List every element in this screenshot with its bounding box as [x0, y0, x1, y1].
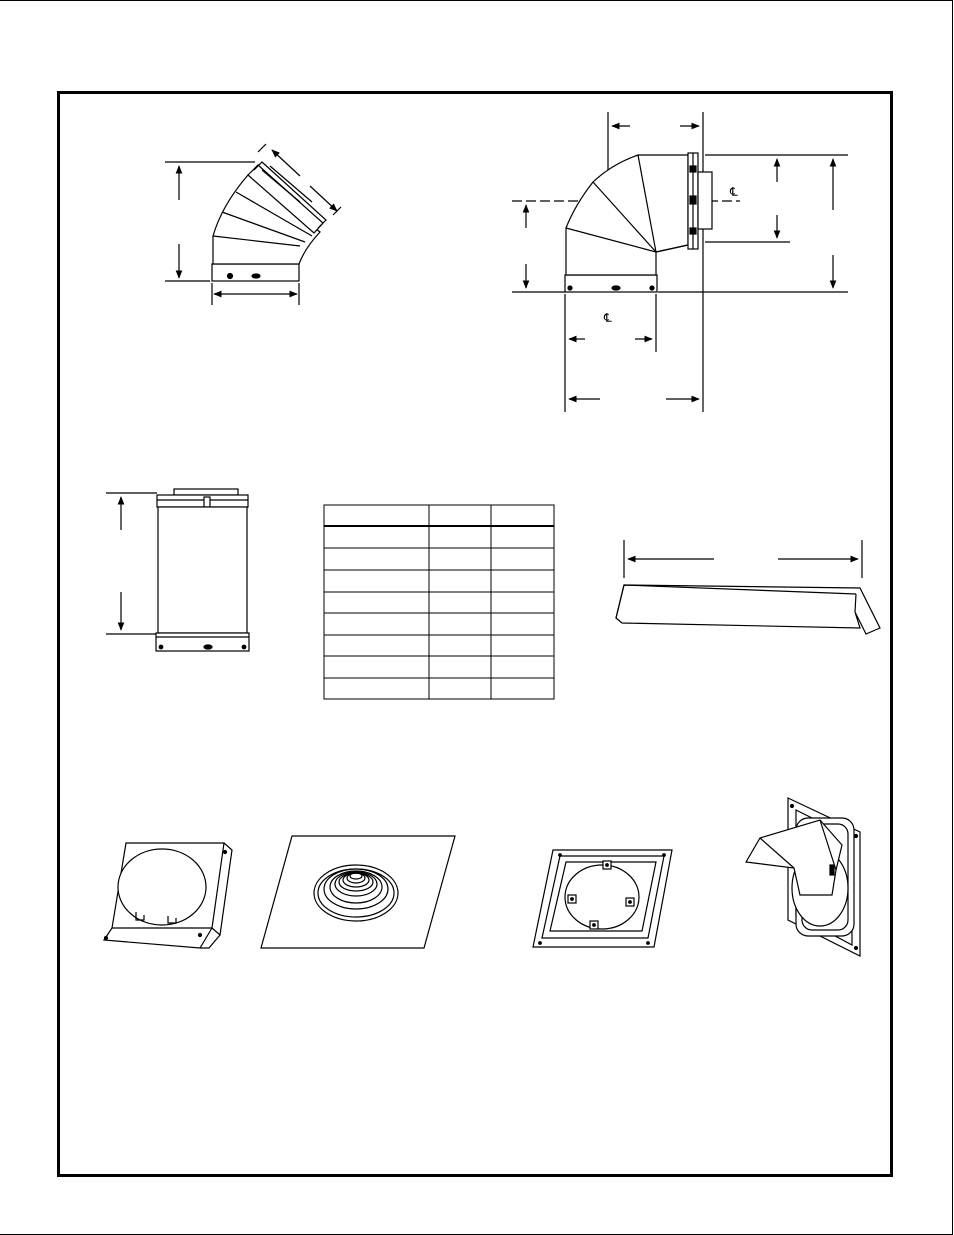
centerline-mark-right: ℄: [730, 185, 738, 199]
centerline-mark-bottom: ℄: [604, 311, 612, 325]
ceiling-firestop-figure: [533, 850, 672, 947]
straight-pipe-figure: [106, 489, 249, 651]
termination-cap-figure: [746, 798, 860, 956]
size-table: [324, 505, 554, 699]
roof-flashing-figure: [261, 836, 455, 948]
termination-shield-figure: [616, 540, 880, 634]
firestop-plate-figure: [104, 843, 232, 948]
elbow-90-figure: [512, 112, 848, 412]
elbow-45-figure: [165, 144, 341, 305]
